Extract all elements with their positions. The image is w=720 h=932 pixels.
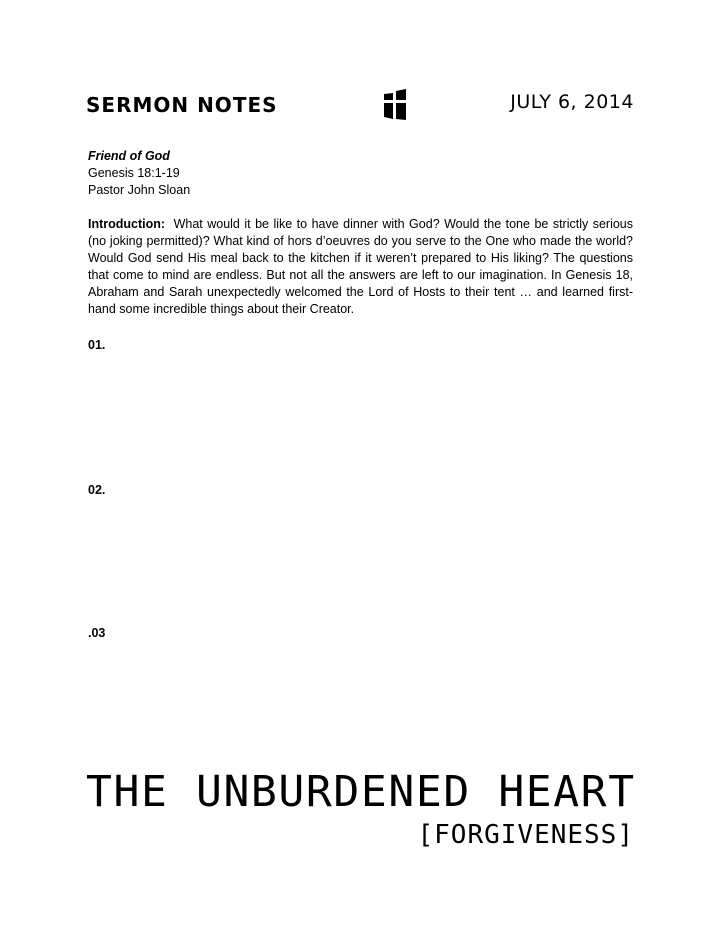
introduction-text: What would it be like to have dinner with God? Would the tone be strictly serious (no joking permitted)? What kind of hors d’oeuvres do you serve to the One who made the world? Would God send His meal back to the kitchen if it weren’t prepared to His liking? The questions that come to mind are endless. But not all the answers are left to our imagination. In Genesis 18, Abraham and Sarah unexpectedly welcomed the Lord of Hosts to their tent … and learned first-hand some incredible things about their Creator. [88, 217, 633, 316]
introduction-paragraph [88, 216, 633, 318]
pastor-name: Pastor John Sloan [88, 183, 191, 197]
point-1-label: 01. [88, 338, 106, 352]
point-2-label: 02. [88, 483, 106, 497]
header [86, 88, 634, 122]
sermon-title: Friend of God [88, 149, 170, 163]
scripture-reference: Genesis 18:1-19 [88, 166, 180, 180]
point-3-label: .03 [88, 626, 106, 640]
page-title: SERMON NOTES [86, 93, 278, 117]
sermon-date: JULY 6, 2014 [510, 91, 634, 113]
sermon-info [88, 148, 633, 318]
introduction-label: Introduction: [88, 217, 166, 231]
series-title: THE UNBURDENED HEART [86, 767, 636, 817]
church-logo-icon [384, 88, 406, 120]
series-subtitle: [FORGIVENESS] [417, 820, 634, 850]
